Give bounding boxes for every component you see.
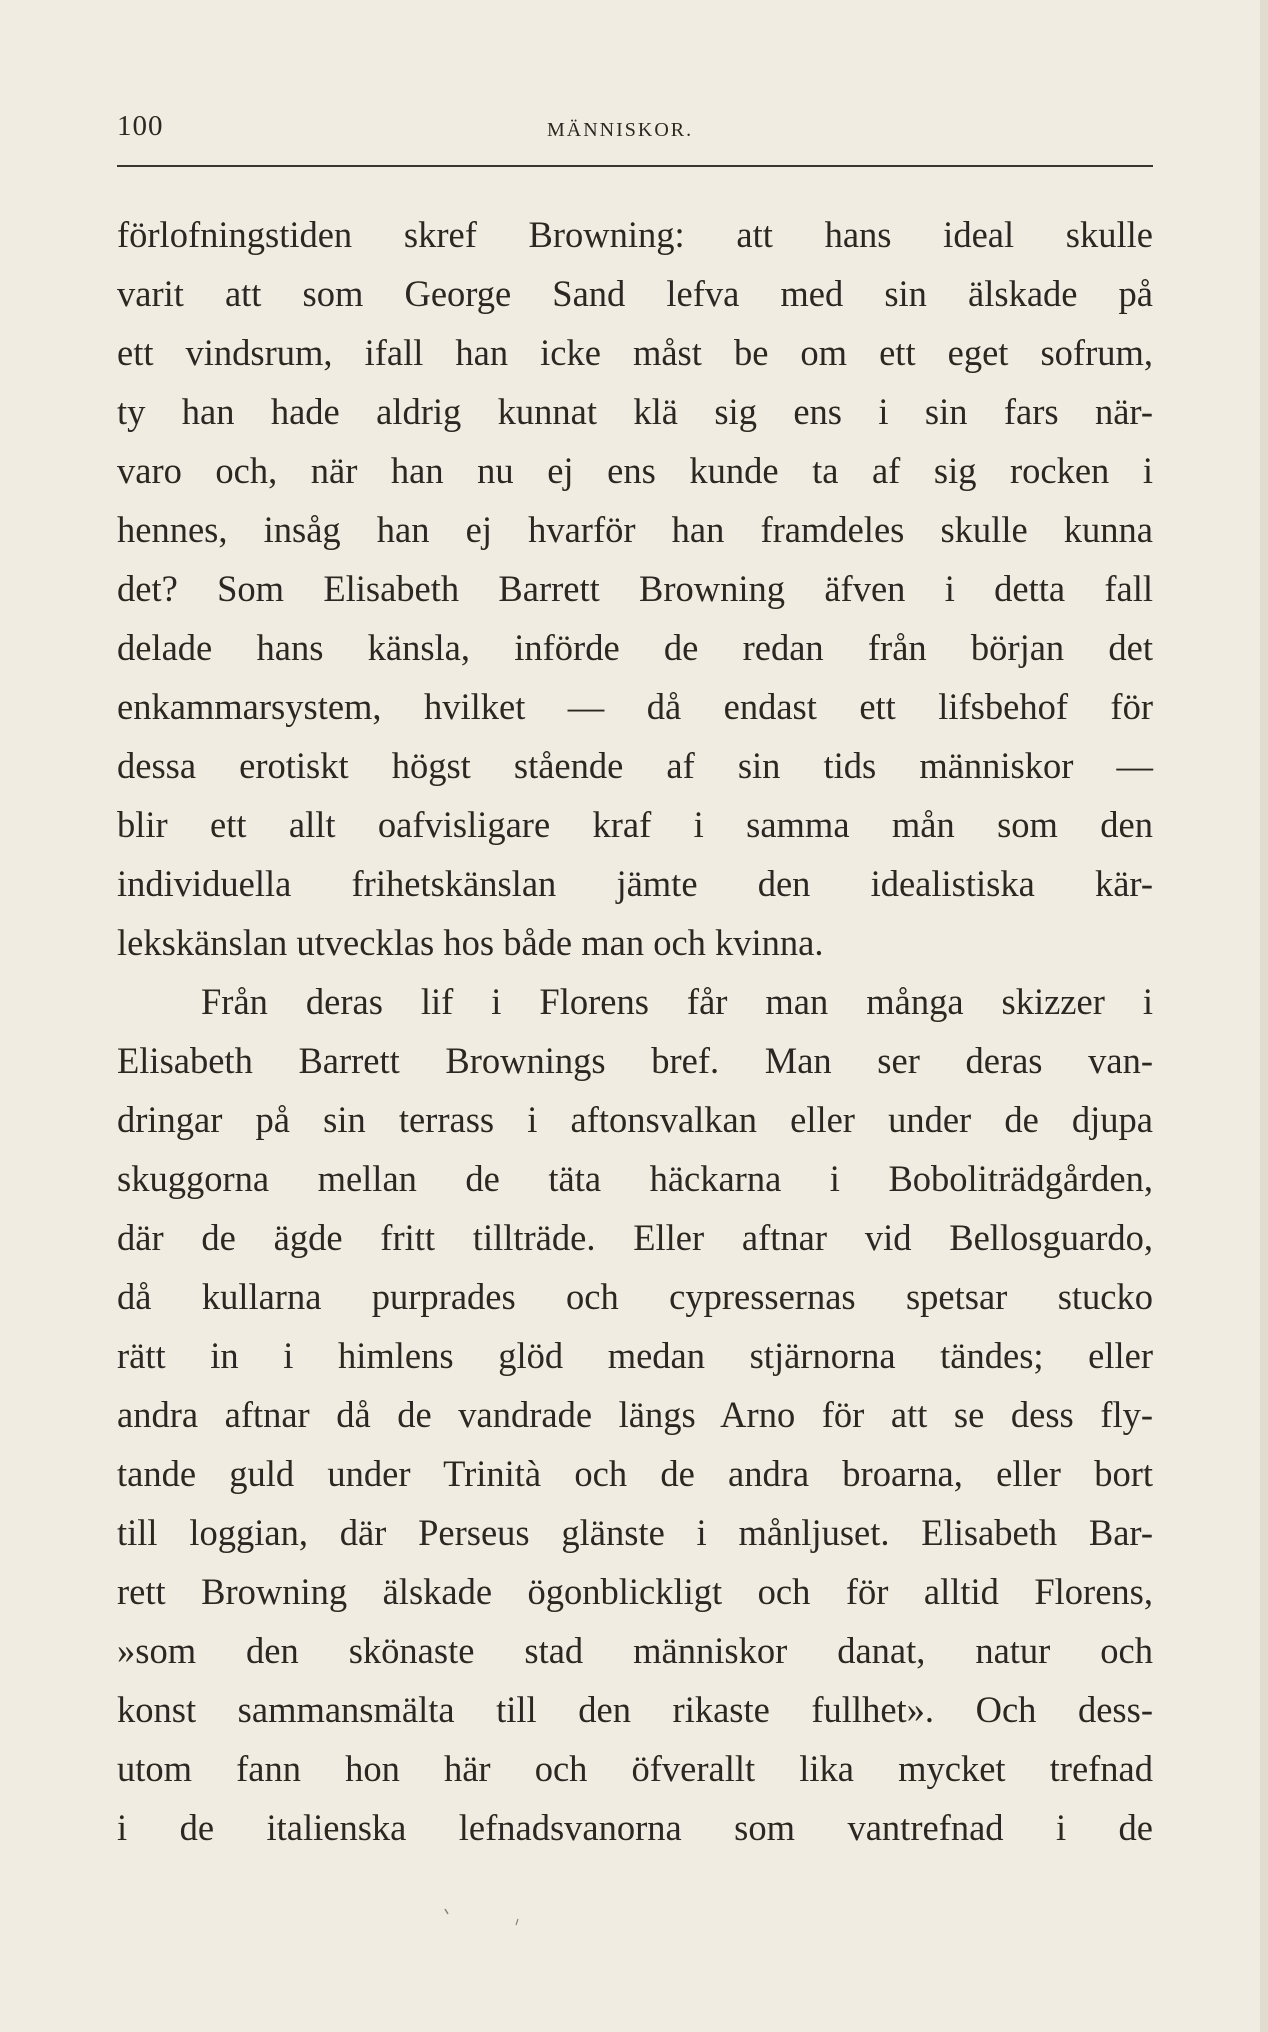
text-line: »som den skönaste stad människor danat, natur och [117, 1630, 1153, 1671]
text-line: då kullarna purprades och cypressernas spetsar stucko [117, 1276, 1153, 1317]
header-rule [117, 165, 1153, 167]
text-line: enkammarsystem, hvilket — då endast ett lifsbehof för [117, 686, 1153, 727]
page-number: 100 [117, 110, 164, 142]
text-line: tande guld under Trinità och de andra broarna, eller bort [117, 1453, 1153, 1494]
text-line: andra aftnar då de vandrade längs Arno för att se dess fly- [117, 1394, 1153, 1435]
page-header [117, 110, 1153, 154]
text-line: skuggorna mellan de täta häckarna i Boboliträdgården, [117, 1158, 1153, 1199]
text-line: individuella frihetskänslan jämte den idealistiska kär- [117, 863, 1153, 904]
text-line: konst sammansmälta till den rikaste fullhet». Och dess- [117, 1689, 1153, 1730]
text-line: där de ägde fritt tillträde. Eller aftnar vid Bellosguardo, [117, 1217, 1153, 1258]
text-line: utom fann hon här och öfverallt lika mycket trefnad [117, 1748, 1153, 1789]
body-text [117, 205, 1153, 1857]
text-line: ett vindsrum, ifall han icke måst be om ett eget sofrum, [117, 332, 1153, 373]
text-line: till loggian, där Perseus glänste i månljuset. Elisabeth Bar- [117, 1512, 1153, 1553]
text-line: dessa erotiskt högst stående af sin tids människor — [117, 745, 1153, 786]
text-line: Elisabeth Barrett Brownings bref. Man ser deras van- [117, 1040, 1153, 1081]
text-line: blir ett allt oafvisligare kraf i samma mån som den [117, 804, 1153, 845]
text-line: hennes, insåg han ej hvarför han framdeles skulle kunna [117, 509, 1153, 550]
text-line: i de italienska lefnadsvanorna som vantrefnad i de [117, 1807, 1153, 1848]
paper-specks [440, 1905, 540, 1935]
text-line: varit att som George Sand lefva med sin älskade på [117, 273, 1153, 314]
running-head: MÄNNISKOR. [547, 119, 694, 141]
text-line: förlofningstiden skref Browning: att hans ideal skulle [117, 214, 1153, 255]
text-line: ty han hade aldrig kunnat klä sig ens i sin fars när- [117, 391, 1153, 432]
text-line: det? Som Elisabeth Barrett Browning äfven i detta fall [117, 568, 1153, 609]
text-line: dringar på sin terrass i aftonsvalkan eller under de djupa [117, 1099, 1153, 1140]
text-line: delade hans känsla, införde de redan från början det [117, 627, 1153, 668]
page-edge [1260, 0, 1268, 2032]
text-line: lekskänslan utvecklas hos både man och kvinna. [117, 922, 824, 963]
text-line: rätt in i himlens glöd medan stjärnorna tändes; eller [117, 1335, 1153, 1376]
text-line: rett Browning älskade ögonblickligt och för alltid Florens, [117, 1571, 1153, 1612]
text-line: varo och, när han nu ej ens kunde ta af sig rocken i [117, 450, 1153, 491]
text-line: Från deras lif i Florens får man många skizzer i [201, 981, 1153, 1022]
